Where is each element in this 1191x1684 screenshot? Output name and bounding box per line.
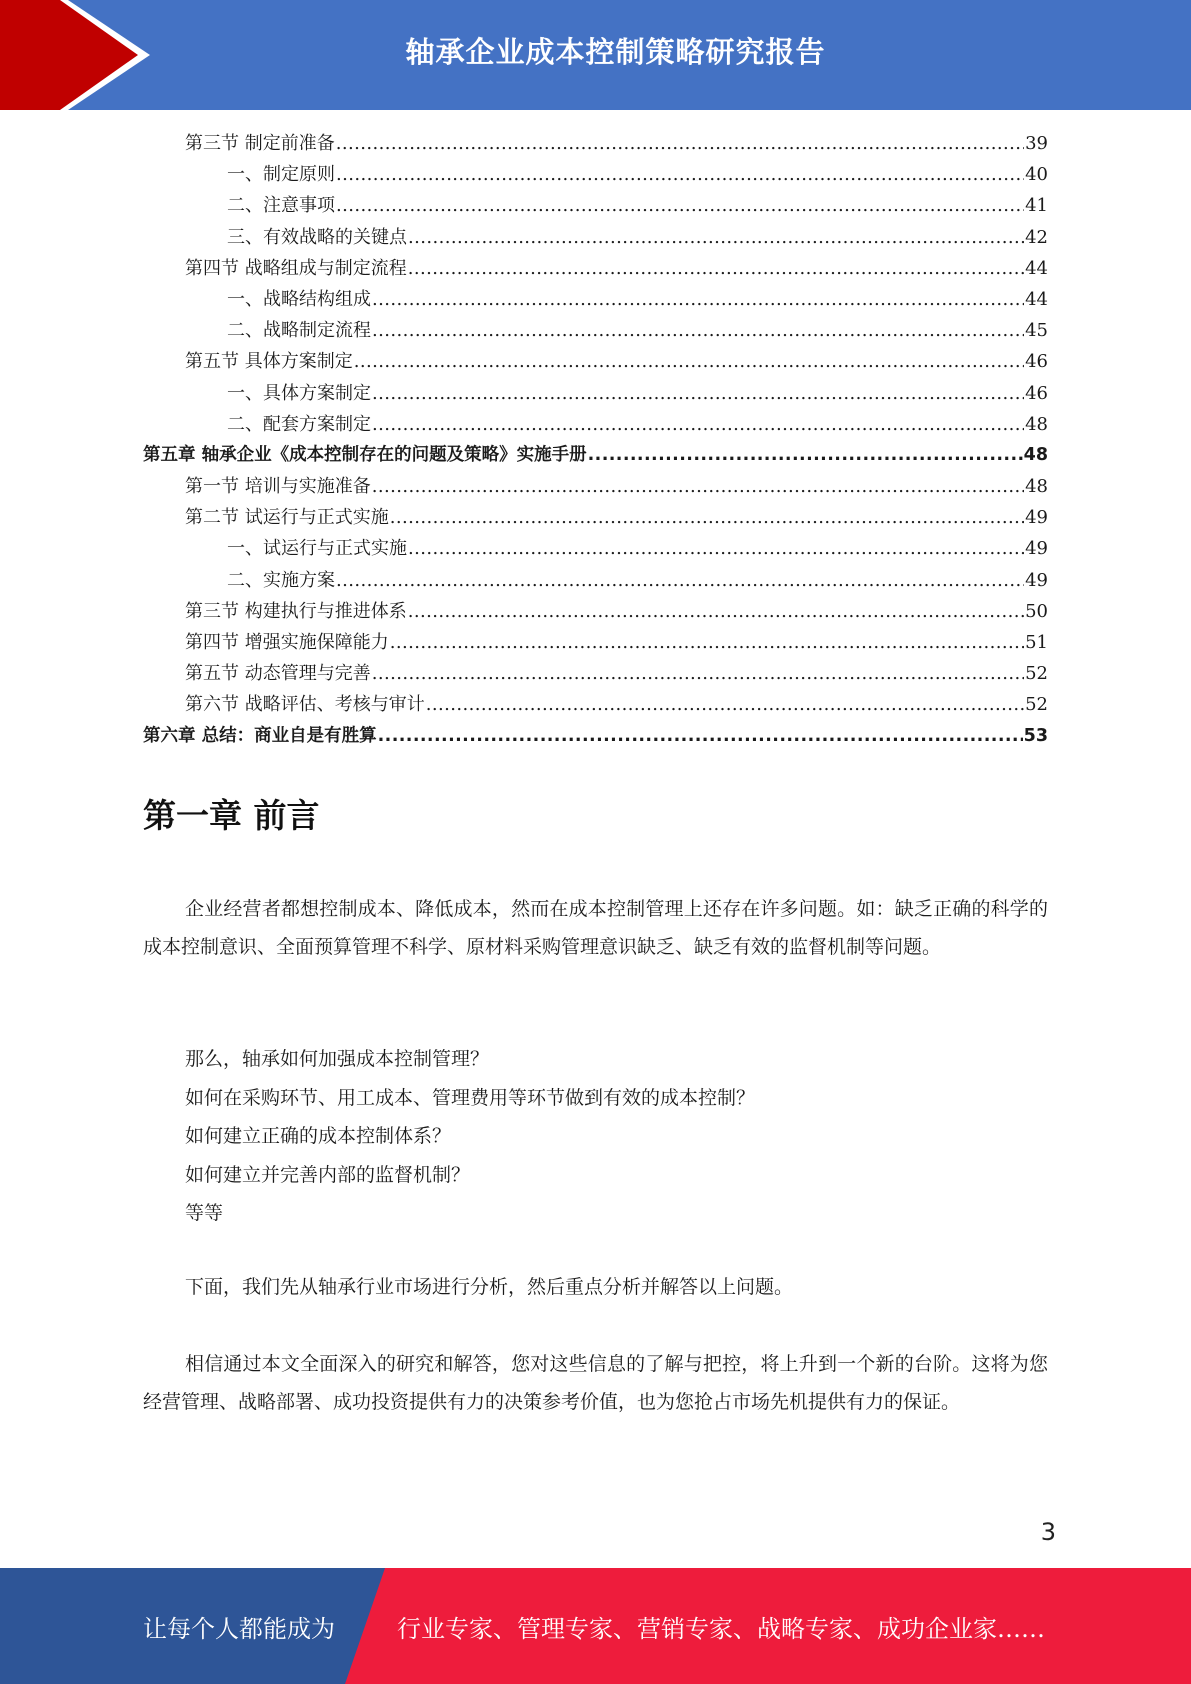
toc-page-number: 41 bbox=[1025, 195, 1048, 217]
toc-page-number: 48 bbox=[1023, 444, 1048, 465]
toc-entry[interactable] bbox=[143, 253, 1048, 284]
toc-entry-title: 第六章 总结：商业自是有胜算 bbox=[143, 725, 377, 746]
toc-dot-leader bbox=[372, 315, 1024, 346]
toc-dot-leader bbox=[372, 471, 1024, 502]
toc-entry-title: 第四节 战略组成与制定流程 bbox=[185, 257, 407, 279]
header-band bbox=[0, 0, 1191, 110]
page-number: 3 bbox=[1040, 1518, 1056, 1546]
toc-entry-title: 一、战略结构组成 bbox=[227, 288, 371, 310]
toc-page-number: 42 bbox=[1025, 226, 1048, 248]
question-item: 等等 bbox=[185, 1202, 224, 1224]
toc-entry-title: 一、具体方案制定 bbox=[227, 382, 371, 404]
toc-page-number: 49 bbox=[1025, 507, 1048, 529]
toc-entry-title: 二、配套方案制定 bbox=[227, 413, 371, 435]
toc-dot-leader bbox=[390, 627, 1024, 658]
toc-entry-title: 二、实施方案 bbox=[227, 569, 335, 591]
toc-entry[interactable] bbox=[143, 627, 1048, 658]
toc-entry[interactable] bbox=[143, 409, 1048, 440]
toc-entry[interactable] bbox=[143, 315, 1048, 346]
table-of-contents bbox=[143, 128, 1048, 752]
toc-page-number: 52 bbox=[1025, 694, 1048, 716]
question-item: 那么，轴承如何加强成本控制管理？ bbox=[185, 1048, 490, 1070]
toc-page-number: 51 bbox=[1025, 632, 1048, 653]
toc-page-number: 46 bbox=[1025, 351, 1048, 373]
toc-page-number: 44 bbox=[1025, 257, 1048, 279]
toc-entry[interactable] bbox=[143, 440, 1048, 471]
intro-paragraph: 企业经营者都想控制成本、降低成本，然而在成本控制管理上还存在许多问题。如：缺乏正确的科学的成本控制意识、全面预算管理不科学、原材料采购管理意识缺乏、缺乏有效的监督机制等问题。 bbox=[143, 898, 1048, 958]
toc-entry-title: 第五节 具体方案制定 bbox=[185, 351, 353, 373]
toc-entry[interactable] bbox=[143, 159, 1048, 190]
toc-entry[interactable] bbox=[143, 128, 1048, 159]
toc-page-number: 50 bbox=[1025, 600, 1048, 622]
toc-entry[interactable] bbox=[143, 378, 1048, 409]
toc-dot-leader bbox=[372, 284, 1024, 315]
toc-dot-leader bbox=[336, 190, 1024, 221]
toc-page-number: 46 bbox=[1025, 382, 1048, 404]
footer-slogan-left: 让每个人都能成为 bbox=[143, 1614, 335, 1643]
toc-entry-title: 一、试运行与正式实施 bbox=[227, 538, 407, 560]
analysis-paragraph: 下面，我们先从轴承行业市场进行分析，然后重点分析并解答以上问题。 bbox=[185, 1276, 794, 1298]
toc-dot-leader bbox=[378, 721, 1023, 752]
toc-entry[interactable] bbox=[143, 190, 1048, 221]
toc-entry-title: 第三节 制定前准备 bbox=[185, 133, 335, 154]
toc-page-number: 45 bbox=[1025, 320, 1048, 342]
question-item: 如何建立正确的成本控制体系？ bbox=[185, 1125, 452, 1147]
toc-page-number: 49 bbox=[1025, 569, 1048, 591]
toc-page-number: 40 bbox=[1025, 164, 1048, 186]
toc-entry[interactable] bbox=[143, 689, 1048, 720]
toc-dot-leader bbox=[354, 346, 1024, 377]
toc-entry-title: 第三节 构建执行与推进体系 bbox=[185, 600, 407, 622]
toc-dot-leader bbox=[372, 658, 1024, 689]
toc-dot-leader bbox=[336, 159, 1024, 190]
question-item: 如何在采购环节、用工成本、管理费用等环节做到有效的成本控制？ bbox=[185, 1086, 756, 1109]
toc-entry-title: 第五章 轴承企业《成本控制存在的问题及策略》实施手册 bbox=[143, 444, 587, 465]
toc-entry[interactable] bbox=[143, 565, 1048, 596]
toc-entry-title: 一、制定原则 bbox=[227, 164, 335, 186]
toc-dot-leader bbox=[336, 128, 1024, 159]
toc-dot-leader bbox=[390, 502, 1024, 533]
toc-entry-title: 二、战略制定流程 bbox=[227, 320, 371, 342]
footer-slogan-right: 行业专家、管理专家、营销专家、战略专家、成功企业家…… bbox=[397, 1614, 1045, 1643]
toc-entry[interactable] bbox=[143, 471, 1048, 502]
toc-entry[interactable] bbox=[143, 346, 1048, 377]
toc-dot-leader bbox=[336, 565, 1024, 596]
chapter-heading: 第一章 前言 bbox=[143, 796, 320, 835]
toc-dot-leader bbox=[426, 689, 1024, 720]
toc-entry[interactable] bbox=[143, 284, 1048, 315]
toc-page-number: 48 bbox=[1025, 476, 1048, 498]
question-item: 如何建立并完善内部的监督机制？ bbox=[185, 1163, 471, 1186]
toc-entry[interactable] bbox=[143, 533, 1048, 564]
toc-entry[interactable] bbox=[143, 596, 1048, 627]
toc-entry-title: 第二节 试运行与正式实施 bbox=[185, 507, 389, 529]
toc-entry[interactable] bbox=[143, 658, 1048, 689]
toc-entry-title: 二、注意事项 bbox=[227, 195, 335, 217]
toc-entry-title: 第一节 培训与实施准备 bbox=[185, 476, 371, 498]
toc-dot-leader bbox=[588, 440, 1023, 471]
toc-dot-leader bbox=[408, 533, 1024, 564]
toc-page-number: 49 bbox=[1025, 538, 1048, 560]
toc-entry-title: 第五节 动态管理与完善 bbox=[185, 663, 371, 685]
toc-dot-leader bbox=[372, 378, 1024, 409]
toc-dot-leader bbox=[372, 409, 1024, 440]
toc-dot-leader bbox=[408, 596, 1024, 627]
toc-page-number: 53 bbox=[1023, 725, 1048, 746]
toc-dot-leader bbox=[408, 253, 1024, 284]
closing-paragraph: 相信通过本文全面深入的研究和解答，您对这些信息的了解与把控，将上升到一个新的台阶。这将为您经营管理、战略部署、成功投资提供有力的决策参考价值，也为您抢占市场先机提供有力的保证。 bbox=[143, 1353, 1048, 1413]
toc-entry[interactable] bbox=[143, 222, 1048, 253]
toc-page-number: 52 bbox=[1025, 663, 1048, 685]
toc-page-number: 39 bbox=[1025, 133, 1048, 154]
toc-entry-title: 三、有效战略的关键点 bbox=[227, 226, 407, 248]
toc-dot-leader bbox=[408, 222, 1024, 253]
report-title: 轴承企业成本控制策略研究报告 bbox=[405, 34, 826, 69]
question-list bbox=[185, 1040, 1045, 1233]
toc-entry[interactable] bbox=[143, 721, 1048, 752]
footer-band bbox=[0, 1568, 1191, 1684]
toc-entry-title: 第六节 战略评估、考核与审计 bbox=[185, 694, 425, 716]
toc-page-number: 48 bbox=[1025, 413, 1048, 435]
toc-page-number: 44 bbox=[1025, 288, 1048, 310]
toc-entry-title: 第四节 增强实施保障能力 bbox=[185, 632, 389, 653]
toc-entry[interactable] bbox=[143, 502, 1048, 533]
